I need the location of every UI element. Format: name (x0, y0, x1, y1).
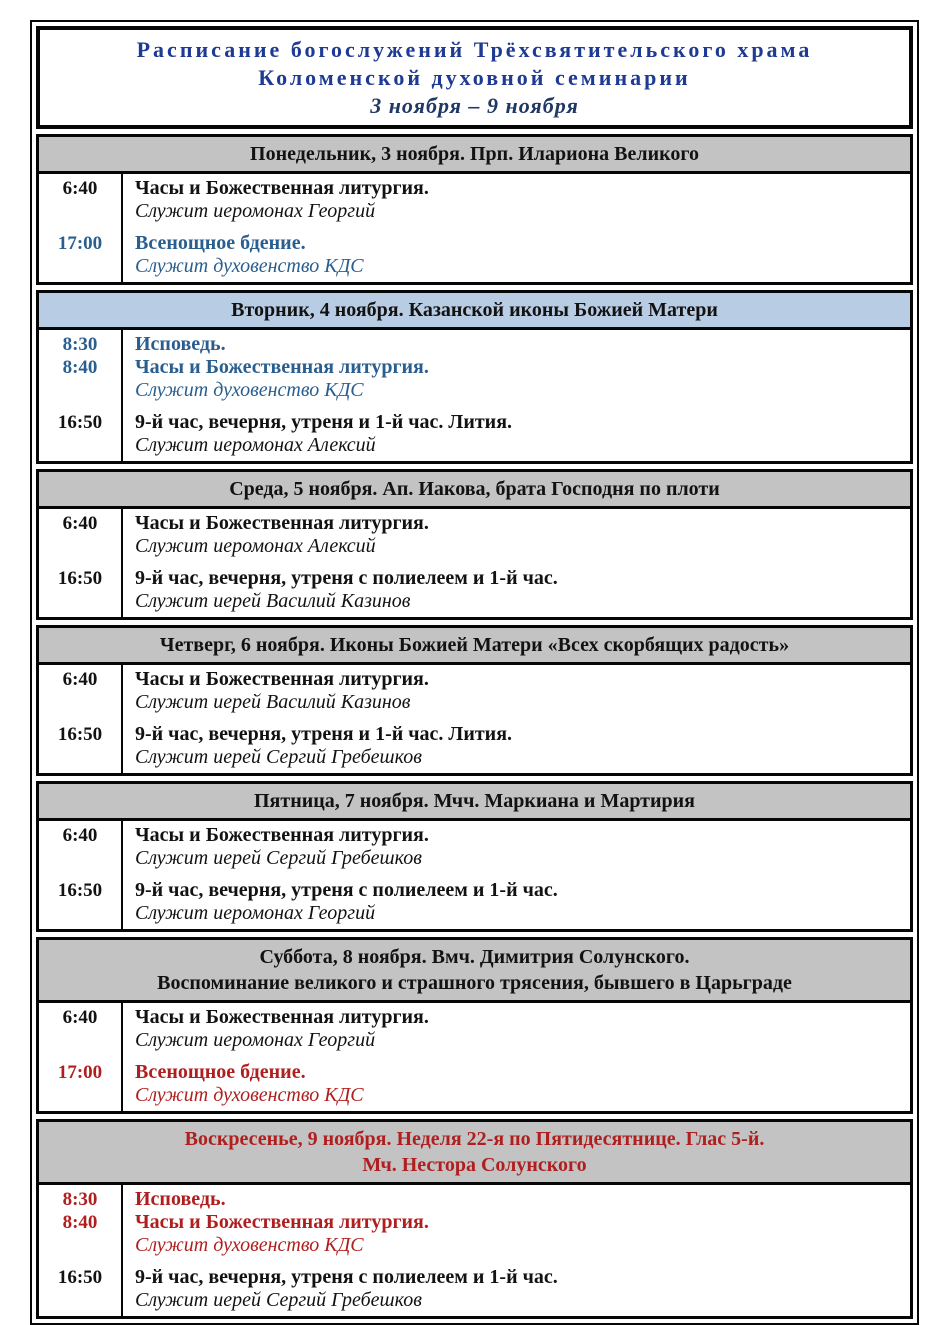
service-time: 8:40 (62, 1212, 98, 1233)
service-row (39, 1211, 910, 1234)
title-date-range: 3 ноября – 9 ноября (370, 93, 579, 118)
day-header (39, 784, 910, 821)
day-header-line: Воспоминание великого и страшного трясения, бывшего в Царьграде (157, 972, 792, 994)
service-text: Служит иеромонах Георгий (135, 902, 376, 924)
service-row (39, 512, 910, 535)
service-row (39, 847, 910, 870)
service-row (39, 902, 910, 925)
day-body (39, 330, 910, 461)
service-text: Часы и Божественная литургия. (135, 356, 429, 378)
service-text: 9-й час, вечерня, утреня с полиелеем и 1-й час. (135, 879, 558, 901)
day-header-line: Мч. Нестора Солунского (362, 1154, 587, 1176)
service-text: Часы и Божественная литургия. (135, 512, 429, 534)
service-row (39, 177, 910, 200)
service-row (39, 668, 910, 691)
day-header (39, 137, 910, 174)
service-text: Служит духовенство КДС (135, 255, 364, 277)
service-time (39, 1234, 121, 1257)
service-row (39, 379, 910, 402)
title-block (36, 26, 913, 129)
day-body (39, 1185, 910, 1316)
service-row (39, 535, 910, 558)
service-row (39, 1289, 910, 1312)
service-time (39, 535, 121, 558)
day-section (36, 134, 913, 285)
service-time: 16:50 (57, 568, 103, 589)
day-header (39, 628, 910, 665)
service-text: Часы и Божественная литургия. (135, 177, 429, 199)
day-header-line: Вторник, 4 ноября. Казанской иконы Божией Матери (231, 299, 718, 321)
service-text: Часы и Божественная литургия. (135, 668, 429, 690)
service-time: 8:30 (62, 334, 98, 355)
day-header-line: Четверг, 6 ноября. Иконы Божией Матери «Всех скорбящих радость» (159, 634, 790, 656)
day-section (36, 937, 913, 1114)
service-row (39, 1188, 910, 1211)
service-time (39, 379, 121, 402)
service-text: Служит иерей Сергий Гребешков (135, 746, 422, 768)
service-row (39, 255, 910, 278)
day-section (36, 290, 913, 464)
service-text: Служит иеромонах Алексий (135, 434, 376, 456)
day-header (39, 940, 910, 1003)
time-column-divider (121, 330, 123, 461)
day-section (36, 469, 913, 620)
day-body (39, 1003, 910, 1111)
service-time: 6:40 (62, 513, 98, 534)
service-time (39, 434, 121, 457)
service-text: Часы и Божественная литургия. (135, 1006, 429, 1028)
service-row (39, 1006, 910, 1029)
service-time (39, 1029, 121, 1052)
service-time (39, 255, 121, 278)
day-header-line: Среда, 5 ноября. Ап. Иакова, брата Господня по плоти (229, 478, 720, 500)
service-text: Служит иеромонах Георгий (135, 200, 376, 222)
service-time (39, 746, 121, 769)
day-header (39, 1122, 910, 1185)
service-row (39, 746, 910, 769)
service-row (39, 411, 910, 434)
service-row (39, 232, 910, 255)
service-row (39, 434, 910, 457)
service-text: Всенощное бдение. (135, 1061, 306, 1083)
service-time: 16:50 (57, 724, 103, 745)
service-row (39, 879, 910, 902)
service-time (39, 902, 121, 925)
service-text: 9-й час, вечерня, утреня с полиелеем и 1-й час. (135, 567, 558, 589)
service-text: Служит иеромонах Георгий (135, 1029, 376, 1051)
service-text: 9-й час, вечерня, утреня и 1-й час. Лития. (135, 411, 513, 433)
service-time: 16:50 (57, 412, 103, 433)
day-body (39, 174, 910, 282)
time-column-divider (121, 174, 123, 282)
day-header-line: Понедельник, 3 ноября. Прп. Илариона Великого (250, 143, 699, 165)
service-text: Служит иерей Сергий Гребешков (135, 847, 422, 869)
service-time (39, 1289, 121, 1312)
day-section (36, 625, 913, 776)
service-row (39, 1266, 910, 1289)
service-text: 9-й час, вечерня, утреня и 1-й час. Лития. (135, 723, 513, 745)
service-time (39, 847, 121, 870)
service-text: Служит иерей Василий Казинов (135, 691, 411, 713)
service-time (39, 590, 121, 613)
service-time: 6:40 (62, 178, 98, 199)
service-row (39, 723, 910, 746)
service-text: 9-й час, вечерня, утреня с полиелеем и 1-й час. (135, 1266, 558, 1288)
service-row (39, 824, 910, 847)
service-row (39, 1029, 910, 1052)
time-column-divider (121, 665, 123, 773)
document-frame (30, 20, 919, 1325)
service-text: Часы и Божественная литургия. (135, 1211, 429, 1233)
day-header-line: Воскресенье, 9 ноября. Неделя 22-я по Пятидесятнице. Глас 5-й. (184, 1128, 765, 1150)
days-container (36, 134, 913, 1319)
time-column-divider (121, 1003, 123, 1111)
service-time (39, 200, 121, 223)
time-column-divider (121, 509, 123, 617)
day-header-line: Суббота, 8 ноября. Вмч. Димитрия Солунского. (259, 946, 690, 968)
time-column-divider (121, 821, 123, 929)
title-line-1: Расписание богослужений Трёхсвятительского храма (136, 37, 813, 62)
service-row (39, 1234, 910, 1257)
day-body (39, 509, 910, 617)
day-header (39, 472, 910, 509)
service-time: 16:50 (57, 880, 103, 901)
service-time: 6:40 (62, 669, 98, 690)
service-time: 6:40 (62, 1007, 98, 1028)
service-row (39, 200, 910, 223)
service-text: Служит духовенство КДС (135, 379, 364, 401)
service-row (39, 691, 910, 714)
service-text: Часы и Божественная литургия. (135, 824, 429, 846)
service-text: Служит духовенство КДС (135, 1084, 364, 1106)
service-row (39, 590, 910, 613)
service-time: 16:50 (57, 1267, 103, 1288)
service-time: 8:40 (62, 357, 98, 378)
service-text: Исповедь. (135, 333, 226, 355)
service-row (39, 356, 910, 379)
service-text: Служит иерей Сергий Гребешков (135, 1289, 422, 1311)
day-section (36, 781, 913, 932)
time-column-divider (121, 1185, 123, 1316)
day-header (39, 293, 910, 330)
service-text: Всенощное бдение. (135, 232, 306, 254)
day-section (36, 1119, 913, 1319)
service-time: 6:40 (62, 825, 98, 846)
service-row (39, 567, 910, 590)
day-body (39, 821, 910, 929)
service-text: Служит духовенство КДС (135, 1234, 364, 1256)
service-time (39, 1084, 121, 1107)
day-header-line: Пятница, 7 ноября. Мчч. Маркиана и Мартирия (254, 790, 695, 812)
service-row (39, 1061, 910, 1084)
day-body (39, 665, 910, 773)
service-time: 17:00 (57, 233, 103, 254)
service-row (39, 1084, 910, 1107)
service-row (39, 333, 910, 356)
service-text: Служит иерей Василий Казинов (135, 590, 411, 612)
service-time: 17:00 (57, 1062, 103, 1083)
service-time (39, 691, 121, 714)
service-text: Исповедь. (135, 1188, 226, 1210)
title-line-2: Коломенской духовной семинарии (258, 65, 691, 90)
service-time: 8:30 (62, 1189, 98, 1210)
service-text: Служит иеромонах Алексий (135, 535, 376, 557)
